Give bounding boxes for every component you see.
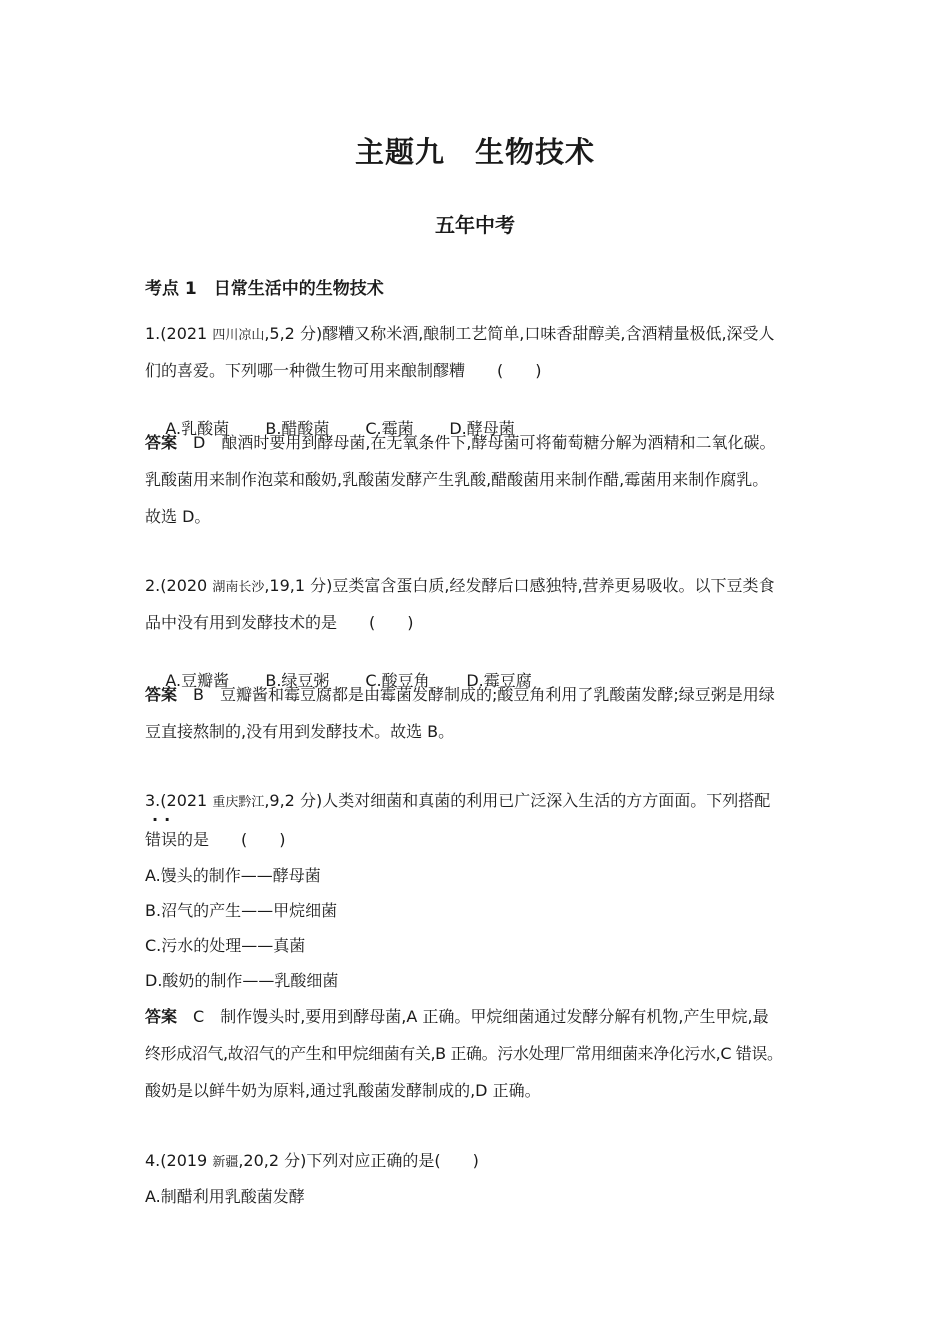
question-2-answer-line-1: 答案 B 豆瓣酱和霉豆腐都是由霉菌发酵制成的;酸豆角利用了乳酸菌发酵;绿豆粥是用绿 [145,685,775,704]
option-c: C.酸豆角 [365,671,430,690]
question-1-answer-line-1: 答案 D 酿酒时要用到酵母菌,在无氧条件下,酵母菌可将葡萄糖分解为酒精和二氧化碳。 [145,433,776,452]
question-3-line-1: 3.(2021 重庆黔江,9,2 分)人类对细菌和真菌的利用已广泛深入生活的方方面面。下列搭配 [145,791,771,810]
question-1-answer-line-2: 乳酸菌用来制作泡菜和酸奶,乳酸菌发酵产生乳酸,醋酸菌用来制作醋,霉菌用来制作腐乳。 [145,470,769,489]
emphasis-dots: ·· [152,810,177,829]
question-3-line-2: 错误的是 ( ) [145,830,286,849]
question-4-option-a: A.制醋利用乳酸菌发酵 [145,1187,305,1206]
question-3-answer-line-1: 答案 C 制作馒头时,要用到酵母菌,A 正确。甲烷细菌通过发酵分解有机物,产生甲烷,最 [145,1007,769,1026]
question-1-answer-line-3: 故选 D。 [145,507,211,526]
question-3-answer-line-3: 酸奶是以鲜牛奶为原料,通过乳酸菌发酵制成的,D 正确。 [145,1081,541,1100]
option-b: B.醋酸菌 [265,419,330,438]
question-4-line-1: 4.(2019 新疆,20,2 分)下列对应正确的是( ) [145,1151,479,1170]
question-2-line-1: 2.(2020 湖南长沙,19,1 分)豆类富含蛋白质,经发酵后口感独特,营养更易吸收。以下豆类食 [145,576,775,595]
answer-label: 答案 [145,433,178,452]
question-3-option-b: B.沼气的产生——甲烷细菌 [145,901,338,920]
option-c: C.霉菌 [365,419,414,438]
question-3-option-d: D.酸奶的制作——乳酸细菌 [145,971,339,990]
question-2-answer-line-2: 豆直接熬制的,没有用到发酵技术。故选 B。 [145,722,455,741]
option-b: B.绿豆粥 [265,671,330,690]
question-1-line-1: 1.(2021 四川凉山,5,2 分)醪糟又称米酒,酿制工艺简单,口味香甜醇美,含酒精量极低,深受人 [145,324,775,343]
question-source: 重庆黔江 [212,795,265,810]
option-a: A.乳酸菌 [165,419,230,438]
option-d: D.霉豆腐 [466,671,532,690]
question-3-option-c: C.污水的处理——真菌 [145,936,306,955]
option-d: D.酵母菌 [449,419,515,438]
question-3-option-a: A.馒头的制作——酵母菌 [145,866,321,885]
question-3-answer-line-2: 终形成沼气,故沼气的产生和甲烷细菌有关,B 正确。污水处理厂常用细菌来净化污水,C 错误。 [145,1044,783,1063]
page-title: 主题九 生物技术 [354,135,595,169]
question-source: 湖南长沙 [212,580,265,595]
question-source: 四川凉山 [212,328,265,343]
page-subtitle: 五年中考 [435,213,515,237]
answer-label: 答案 [145,1007,178,1026]
answer-label: 答案 [145,685,178,704]
question-2-line-2: 品中没有用到发酵技术的是 ( ) [145,613,414,632]
option-a: A.豆瓣酱 [165,671,230,690]
section-heading: 考点 1 日常生活中的生物技术 [145,279,384,299]
question-1-line-2: 们的喜爱。下列哪一种微生物可用来酿制醪糟 ( ) [145,361,542,380]
question-source: 新疆 [212,1155,239,1170]
